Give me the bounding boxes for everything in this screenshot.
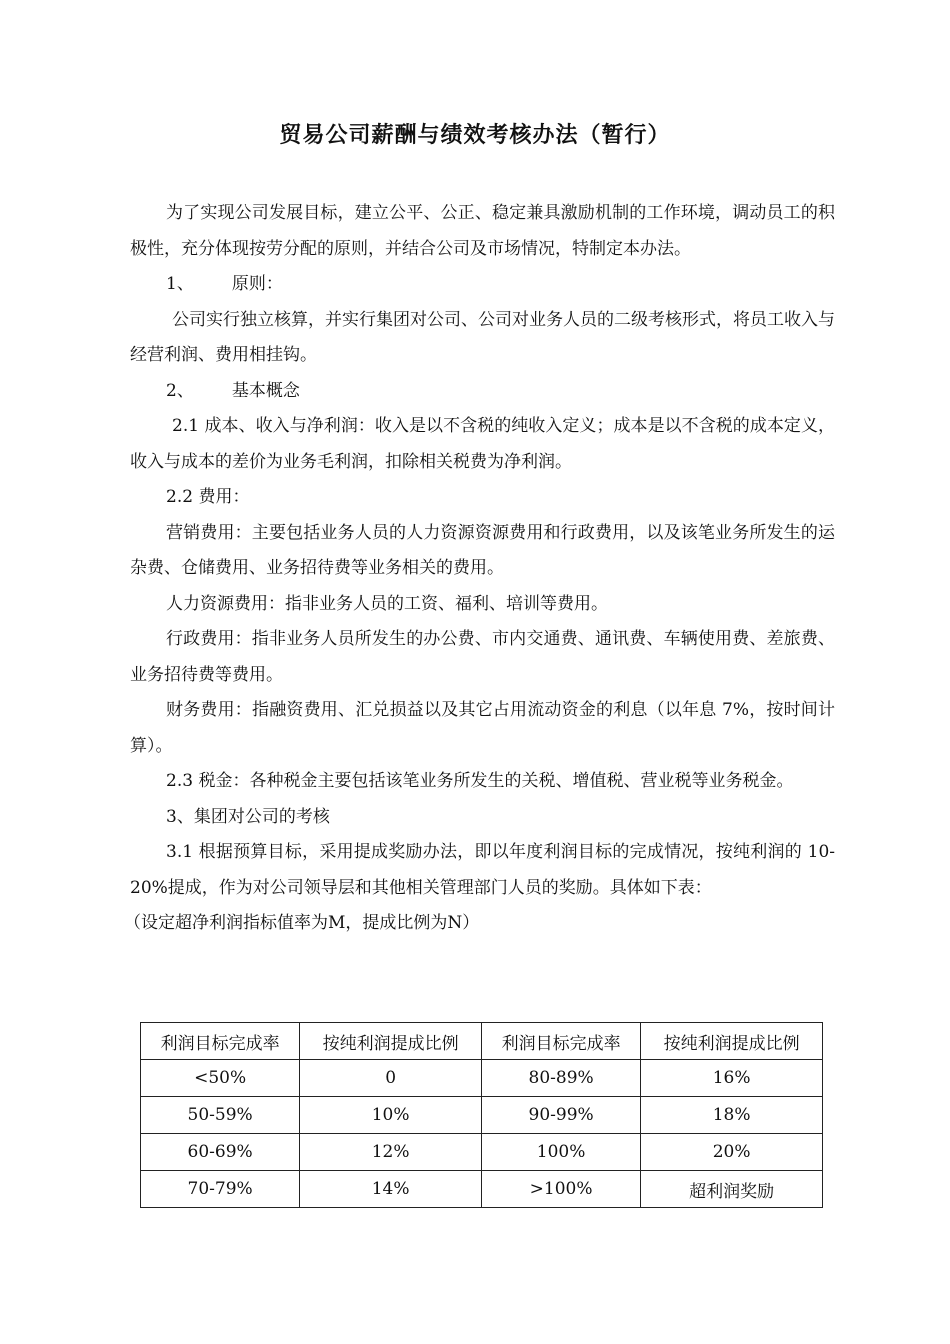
table-note: （设定超净利润指标值率为M，提成比例为N） <box>124 913 480 933</box>
section-3-heading: 3、集团对公司的考核 <box>166 806 330 827</box>
section-2-heading <box>130 374 835 410</box>
commission-table <box>140 1022 823 1208</box>
document-title: 贸易公司薪酬与绩效考核办法（暂行） <box>279 122 671 148</box>
table-cell: 90-99% <box>481 1097 640 1134</box>
section-1-title: 原则： <box>231 274 283 294</box>
table-cell: >100% <box>481 1171 640 1208</box>
section-2-2: 2.2 费用： <box>166 487 250 507</box>
table-cell: 80-89% <box>481 1060 640 1097</box>
table-cell: 14% <box>300 1171 482 1208</box>
table-row <box>141 1060 823 1097</box>
table-cell: 20% <box>641 1134 823 1171</box>
section-2-title: 基本概念 <box>231 380 300 401</box>
table-cell: 10% <box>300 1097 482 1134</box>
header-cell: 按纯利润提成比例 <box>641 1023 823 1060</box>
table-cell: 60-69% <box>141 1134 300 1171</box>
table-cell: 0 <box>300 1060 482 1097</box>
section-2-3: 2.3 税金：各种税金主要包括该笔业务所发生的关税、增值税、营业税等业务税金。 <box>166 771 794 791</box>
table-row <box>141 1171 823 1208</box>
table-header-row <box>141 1023 823 1060</box>
header-cell: 按纯利润提成比例 <box>300 1023 482 1060</box>
hr-expense: 人力资源费用：指非业务人员的工资、福利、培训等费用。 <box>166 593 608 614</box>
section-3-1: 3.1 根据预算目标，采用提成奖励办法，即以年度利润目标的完成情况，按纯利润的 10-20%提成，作为对公司领导层和其他相关管理部门人员的奖励。具体如下表： <box>130 842 835 898</box>
section-1-body: 公司实行独立核算，并实行集团对公司、公司对业务人员的二级考核形式，将员工收入与经营利润、费用相挂钩。 <box>130 309 835 365</box>
document-body <box>124 196 835 942</box>
finance-expense: 财务费用：指融资费用、汇兑损益以及其它占用流动资金的利息（以年息 7%，按时间计算）。 <box>130 700 835 756</box>
table-cell: 70-79% <box>141 1171 300 1208</box>
section-1-heading <box>130 267 835 303</box>
table-row <box>141 1097 823 1134</box>
section-2-1: 2.1 成本、收入与净利润：收入是以不含税的纯收入定义；成本是以不含税的成本定义，收入与成本的差价为业务毛利润，扣除相关税费为净利润。 <box>130 416 835 472</box>
table-cell: 50-59% <box>141 1097 300 1134</box>
section-2-number: 2、 <box>166 380 194 401</box>
table-cell: 16% <box>641 1060 823 1097</box>
admin-expense: 行政费用：指非业务人员所发生的办公费、市内交通费、通讯费、车辆使用费、差旅费、业务招待费等费用。 <box>130 629 835 685</box>
header-cell: 利润目标完成率 <box>481 1023 640 1060</box>
table-cell: 18% <box>641 1097 823 1134</box>
table-cell: <50% <box>141 1060 300 1097</box>
intro-paragraph: 为了实现公司发展目标，建立公平、公正、稳定兼具激励机制的工作环境，调动员工的积极性，充分体现按劳分配的原则，并结合公司及市场情况，特制定本办法。 <box>130 203 835 259</box>
table-cell: 100% <box>481 1134 640 1171</box>
table-cell: 超利润奖励 <box>641 1171 823 1208</box>
marketing-expense: 营销费用：主要包括业务人员的人力资源资源费用和行政费用，以及该笔业务所发生的运杂费、仓储费用、业务招待费等业务相关的费用。 <box>130 522 835 578</box>
header-cell: 利润目标完成率 <box>141 1023 300 1060</box>
table-cell: 12% <box>300 1134 482 1171</box>
section-1-number: 1、 <box>166 274 194 294</box>
table-row <box>141 1134 823 1171</box>
